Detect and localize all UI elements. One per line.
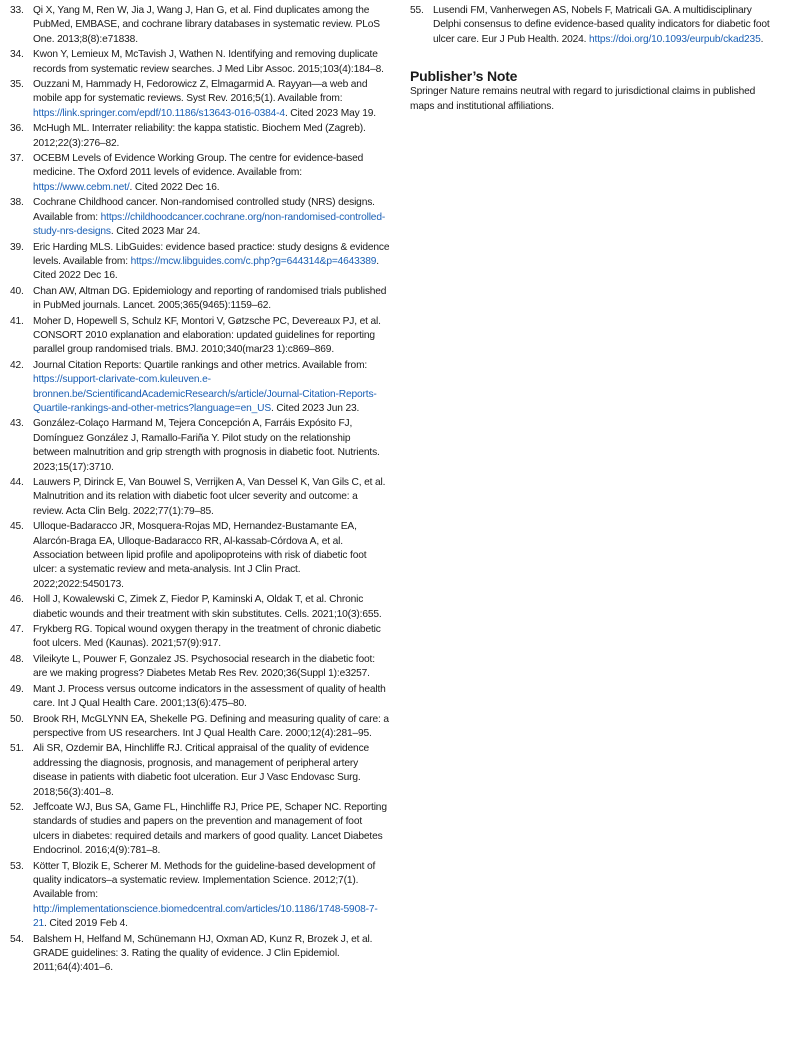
- reference-text: Holl J, Kowalewski C, Zimek Z, Fiedor P, Kaminski A, Oldak T, et al. Chronic diabetic wounds and their treatment with skin substitutes. Cells. 2021;10(3):655.: [33, 594, 382, 620]
- reference-suffix: . Cited 2022 Dec 16.: [33, 255, 379, 282]
- reference-suffix: . Cited 2022 Dec 16.: [129, 181, 220, 193]
- reference-number: 35.: [10, 79, 24, 91]
- reference-text: Eric Harding MLS. LibGuides: evidence based practice: study designs & evidence levels. Available from:: [33, 241, 390, 267]
- reference-number: 42.: [10, 359, 24, 371]
- reference-number: 41.: [10, 315, 24, 327]
- reference-link[interactable]: https://childhoodcancer.cochrane.org/non-randomised-controlled-study-nrs-designs: [33, 211, 386, 238]
- reference-text: Kwon Y, Lemieux M, McTavish J, Wathen N. Identifying and removing duplicate records from systematic review searches. J Med Libr Assoc. 2015;103(4):184–8.: [33, 49, 384, 75]
- reference-text: Kötter T, Blozik E, Scherer M. Methods for the guideline-based development of quality indicators–a systematic review. Implementation Science. 2012;7(1). Available from:: [33, 860, 376, 901]
- reference-suffix: . Cited 2019 Feb 4.: [44, 918, 128, 930]
- reference-item: [10, 285, 390, 314]
- reference-item: [10, 742, 390, 800]
- reference-number: 38.: [10, 197, 24, 209]
- reference-text: Ulloque-Badaracco JR, Mosquera-Rojas MD, Hernandez-Bustamante EA, Alarcón-Braga EA, Ulloque-Badaracco RR, Al-kassab-Córdova A, et al. Association between lipid profile and apolipoproteins with risk of diabetic foot ulcer: a systematic review and meta-analysis. Int J Clin Pract. 2022;2022:5450173.: [33, 521, 367, 590]
- reference-number: 49.: [10, 683, 24, 695]
- reference-text: Ouzzani M, Hammady H, Fedorowicz Z, Elmagarmid A. Rayyan—a web and mobile app for systematic reviews. Syst Rev. 2016;5(1). Available from:: [33, 79, 368, 105]
- reference-text: González-Colaço Harmand M, Tejera Concepción A, Farráis Expósito FJ, Domínguez González J, Ramallo-Fariña Y. Pilot study on the relationship between malnutrition and grip strength with prognosis in diabetic foot. Nutrients. 2023;15(17):3710.: [33, 418, 380, 473]
- reference-item: [10, 933, 390, 976]
- reference-item: [10, 196, 390, 239]
- reference-item: [10, 520, 390, 592]
- reference-number: 47.: [10, 624, 24, 636]
- reference-number: 53.: [10, 860, 24, 872]
- reference-text: Jeffcoate WJ, Bus SA, Game FL, Hinchliffe RJ, Price PE, Schaper NC. Reporting standards of studies and papers on the prevention and management of foot ulcers in diabetes: required details and markers of good quality. Lancet Diabetes Endocrinol. 2016;4(9):781–8.: [33, 801, 387, 857]
- reference-text: Balshem H, Helfand M, Schünemann HJ, Oxman AD, Kunz R, Brozek J, et al. GRADE guidelines: 3. Rating the quality of evidence. J Clin Epidemiol. 2011;64(4):401–6.: [33, 933, 373, 974]
- reference-number: 39.: [10, 241, 24, 253]
- reference-item: [10, 801, 390, 859]
- reference-text: Ali SR, Ozdemir BA, Hinchliffe RJ. Critical appraisal of the quality of evidence addressing the diagnosis, prognosis, and management of peripheral artery disease in patients with diabetic foot ulceration. Eur J Vasc Endovasc Surg. 2018;56(3):401–8.: [33, 743, 370, 798]
- reference-text: Lauwers P, Dirinck E, Van Bouwel S, Verrijken A, Van Dessel K, Van Gils C, et al. Malnutrition and its relation with diabetic foot ulcer severity and outcome: a review. Acta Clin Belg. 2022;77(1):79–85.: [33, 477, 386, 517]
- reference-item: [10, 860, 390, 932]
- reference-item: [10, 713, 390, 742]
- reference-suffix: .: [760, 33, 764, 45]
- reference-suffix: . Cited 2023 Mar 24.: [110, 226, 201, 238]
- reference-number: 55.: [410, 5, 424, 16]
- reference-suffix: . Cited 2023 Jun 23.: [270, 402, 360, 414]
- reference-item: [10, 152, 390, 195]
- reference-number: 48.: [10, 653, 24, 665]
- reference-item: [10, 241, 390, 284]
- reference-list-left: [10, 4, 390, 977]
- reference-number: 45.: [10, 521, 24, 533]
- reference-text: Moher D, Hopewell S, Schulz KF, Montori V, Gøtzsche PC, Devereaux PJ, et al. CONSORT 2010 explanation and elaboration: updated guidelines for reporting parallel group randomised trials. BMJ. 2010;340(mar23 1):c869–869.: [33, 315, 381, 356]
- reference-item: [10, 315, 390, 358]
- reference-list-right: [410, 4, 782, 47]
- reference-number: 46.: [10, 594, 24, 606]
- right-column: [410, 4, 782, 114]
- reference-number: 33.: [10, 5, 24, 16]
- reference-item: [10, 4, 390, 47]
- reference-text: Lusendi FM, Vanherwegen AS, Nobels F, Matricali GA. A multidisciplinary Delphi consensus to define evidence-based quality indicators for diabetic foot ulcer care. Eur J Pub Health. 2024.: [433, 5, 770, 45]
- reference-number: 54.: [10, 933, 24, 945]
- reference-item: [10, 623, 390, 652]
- reference-link[interactable]: https://link.springer.com/epdf/10.1186/s13643-016-0384-4: [33, 107, 285, 119]
- reference-link[interactable]: http://implementationscience.biomedcentral.com/articles/10.1186/1748-5908-7-21: [33, 903, 378, 930]
- reference-number: 37.: [10, 153, 24, 165]
- reference-text: Vileikyte L, Pouwer F, Gonzalez JS. Psychosocial research in the diabetic foot: are we making progress? Diabetes Metab Res Rev. 2020;36(Suppl 1):e3257.: [33, 653, 375, 680]
- reference-number: 52.: [10, 801, 24, 813]
- reference-item: [10, 653, 390, 682]
- reference-text: Mant J. Process versus outcome indicators in the assessment of quality of health care. Int J Qual Health Care. 2001;13(6):475–80.: [33, 683, 386, 710]
- reference-text: Brook RH, McGLYNN EA, Shekelle PG. Defining and measuring quality of care: a perspective from US researchers. Int J Qual Health Care. 2000;12(4):281–95.: [33, 713, 389, 739]
- reference-text: Cochrane Childhood cancer. Non-randomised controlled study (NRS) designs. Available from:: [33, 197, 375, 223]
- reference-number: 40.: [10, 285, 24, 297]
- reference-item: [10, 476, 390, 519]
- reference-number: 34.: [10, 49, 24, 61]
- reference-item: [10, 48, 390, 77]
- reference-item: [10, 359, 390, 417]
- reference-text: Chan AW, Altman DG. Epidemiology and reporting of randomised trials published in PubMed journals. Lancet. 2005;365(9465):1159–62.: [33, 285, 387, 312]
- reference-link[interactable]: https://doi.org/10.1093/eurpub/ckad235: [589, 33, 761, 45]
- reference-text: Journal Citation Reports: Quartile rankings and other metrics. Available from:: [33, 359, 368, 371]
- publisher-note-title: Publisher’s Note: [410, 68, 518, 85]
- reference-number: 51.: [10, 743, 24, 755]
- reference-suffix: . Cited 2023 May 19.: [284, 107, 376, 119]
- reference-text: Frykberg RG. Topical wound oxygen therapy in the treatment of chronic diabetic foot ulcers. Med (Kaunas). 2021;57(9):917.: [33, 624, 381, 650]
- reference-link[interactable]: https://www.cebm.net/: [33, 181, 130, 193]
- reference-item: [10, 122, 390, 151]
- reference-link[interactable]: https://mcw.libguides.com/c.php?g=644314&p=4643389: [130, 255, 377, 267]
- reference-item: [10, 78, 390, 121]
- reference-item: [10, 683, 390, 712]
- reference-text: OCEBM Levels of Evidence Working Group. The centre for evidence-based medicine. The Oxford 2011 levels of evidence. Available from:: [33, 153, 364, 179]
- reference-item: [410, 4, 782, 47]
- reference-number: 36.: [10, 123, 24, 135]
- reference-number: 44.: [10, 477, 24, 488]
- reference-item: [10, 417, 390, 475]
- reference-item: [10, 593, 390, 622]
- reference-link[interactable]: https://support-clarivate-com.kuleuven.e-bronnen.be/ScientificandAcademicResearch/s/article/Journal-Citation-Reports-Quartile-rankings-and-other-metrics?language=en_US: [33, 374, 377, 414]
- reference-number: 43.: [10, 418, 24, 430]
- reference-text: Qi X, Yang M, Ren W, Jia J, Wang J, Han G, et al. Find duplicates among the PubMed, EMBASE, and cochrane library databases in systematic review. PLoS One. 2013;8(8):e71838.: [33, 5, 380, 45]
- publisher-note-body: Springer Nature remains neutral with regard to jurisdictional claims in published maps and institutional affiliations.: [410, 86, 756, 112]
- reference-number: 50.: [10, 713, 24, 725]
- reference-text: McHugh ML. Interrater reliability: the kappa statistic. Biochem Med (Zagreb). 2012;22(3):276–82.: [33, 123, 366, 149]
